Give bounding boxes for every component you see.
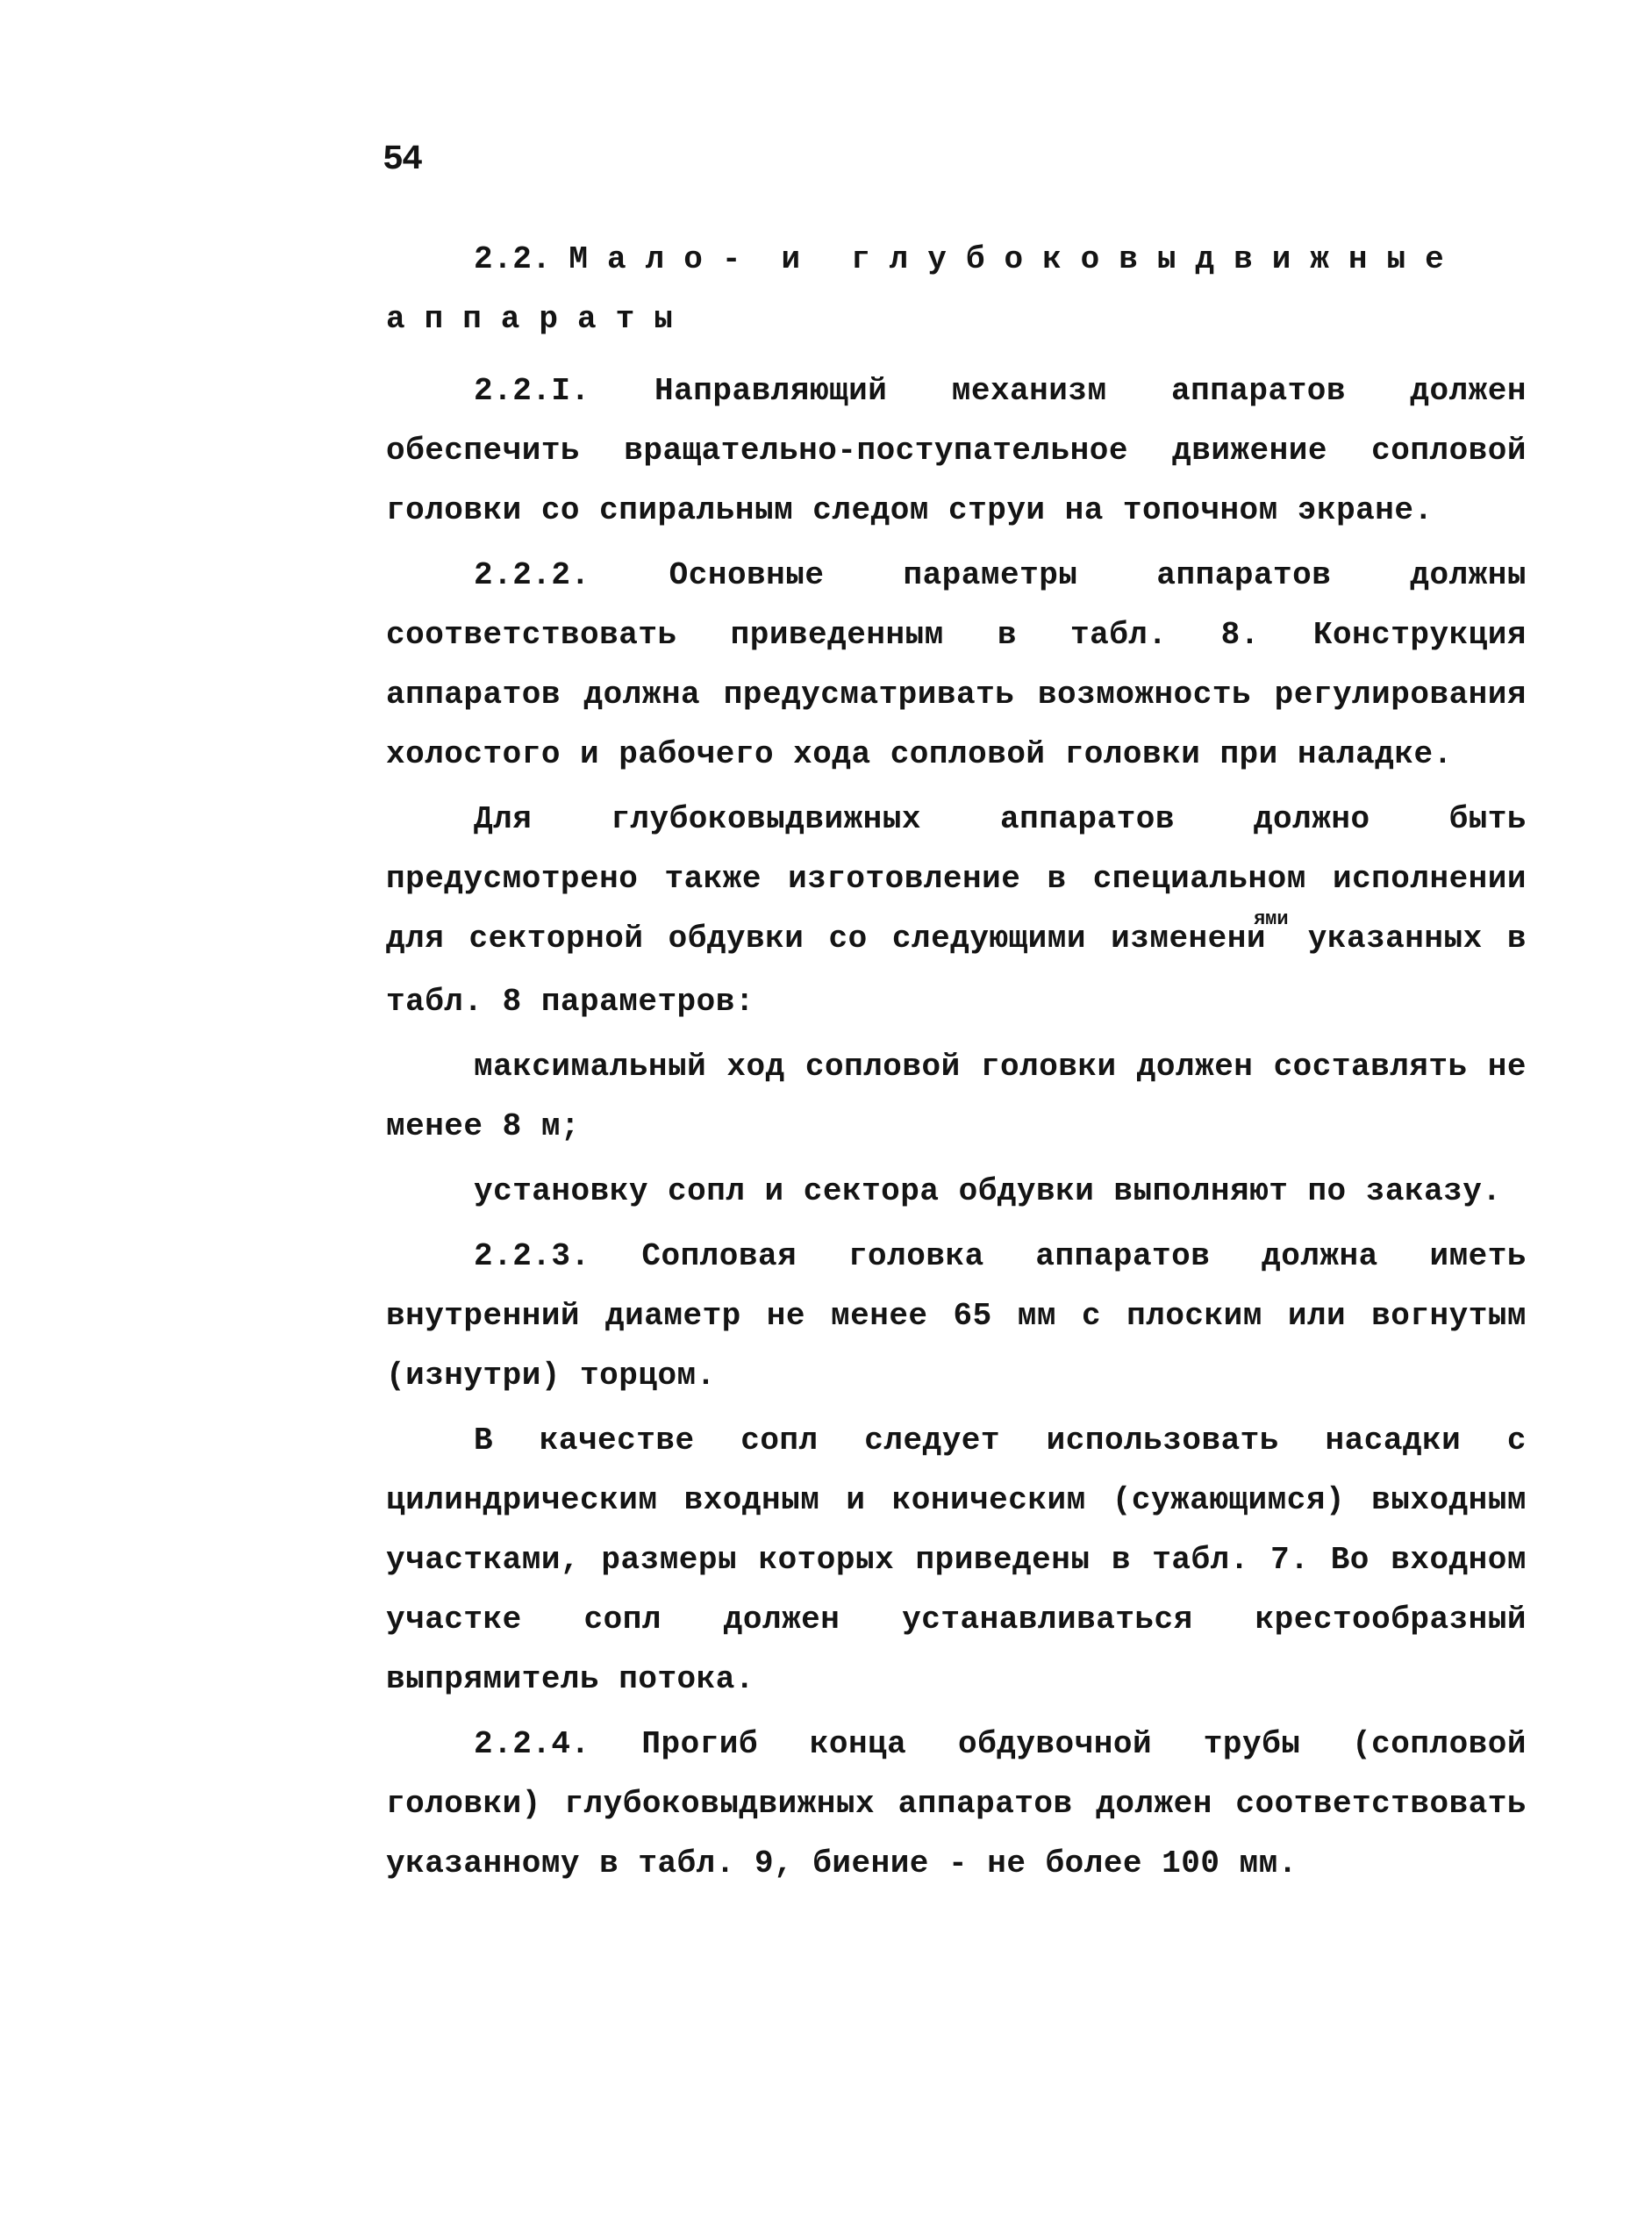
paragraph-2-2-1: 2.2.I. Направляющий механизм аппаратов должен обеспечить вращательно-поступательное движение сопловой головки со спиральным следом струи на топочном экране. bbox=[386, 373, 1527, 528]
paragraph-nozzle-install: установку сопл и сектора обдувки выполняют по заказу. bbox=[474, 1173, 1502, 1209]
section-number: 2.2. bbox=[474, 241, 552, 277]
paragraph-sector-blowing-end: указанных в табл. 8 параметров: bbox=[386, 921, 1527, 1020]
paragraph-sector-blowing bbox=[386, 790, 1527, 1032]
paragraph-max-travel: максимальный ход сопловой головки должен составлять не менее 8 м; bbox=[386, 1049, 1527, 1144]
document-body bbox=[386, 230, 1527, 1894]
heading-word-glubokovydvizhnye: глубоковыдвижные bbox=[851, 241, 1463, 277]
heading-word-i: и bbox=[781, 241, 820, 277]
paragraph-nozzles: В качестве сопл следует использовать насадки с цилиндрическим входным и коническим (сужающимся) выходным участками, размеры которых приведены в табл. 7. Во входном участке сопл должен устанавливаться крестообразный выпрямитель потока. bbox=[386, 1423, 1527, 1697]
heading-word-apparaty: аппараты bbox=[386, 301, 692, 337]
section-heading bbox=[386, 230, 1527, 290]
page-number: 54 bbox=[383, 140, 422, 180]
paragraph-sector-blowing-text: Для глубоковыдвижных аппаратов должно быть предусмотрено также изготовление в специальном исполнении для секторной обдувки со следующими изменени bbox=[386, 801, 1527, 957]
paragraph-2-2-2: 2.2.2. Основные параметры аппаратов должны соответствовать приведенным в табл. 8. Конструкция аппаратов должна предусматривать возможность регулирования холостого и рабочего хода сопловой головки при наладке. bbox=[386, 557, 1527, 772]
paragraph-2-2-3: 2.2.3. Сопловая головка аппаратов должна иметь внутренний диаметр не менее 65 мм с плоским или вогнутым (изнутри) торцом. bbox=[386, 1238, 1527, 1394]
handwritten-correction: ями bbox=[1253, 908, 1289, 930]
paragraph-2-2-4: 2.2.4. Прогиб конца обдувочной трубы (сопловой головки) глубоковыдвижных аппаратов должен соответствовать указанному в табл. 9, биение - не более 100 мм. bbox=[386, 1726, 1527, 1881]
heading-word-malo: Мало- bbox=[569, 241, 761, 277]
